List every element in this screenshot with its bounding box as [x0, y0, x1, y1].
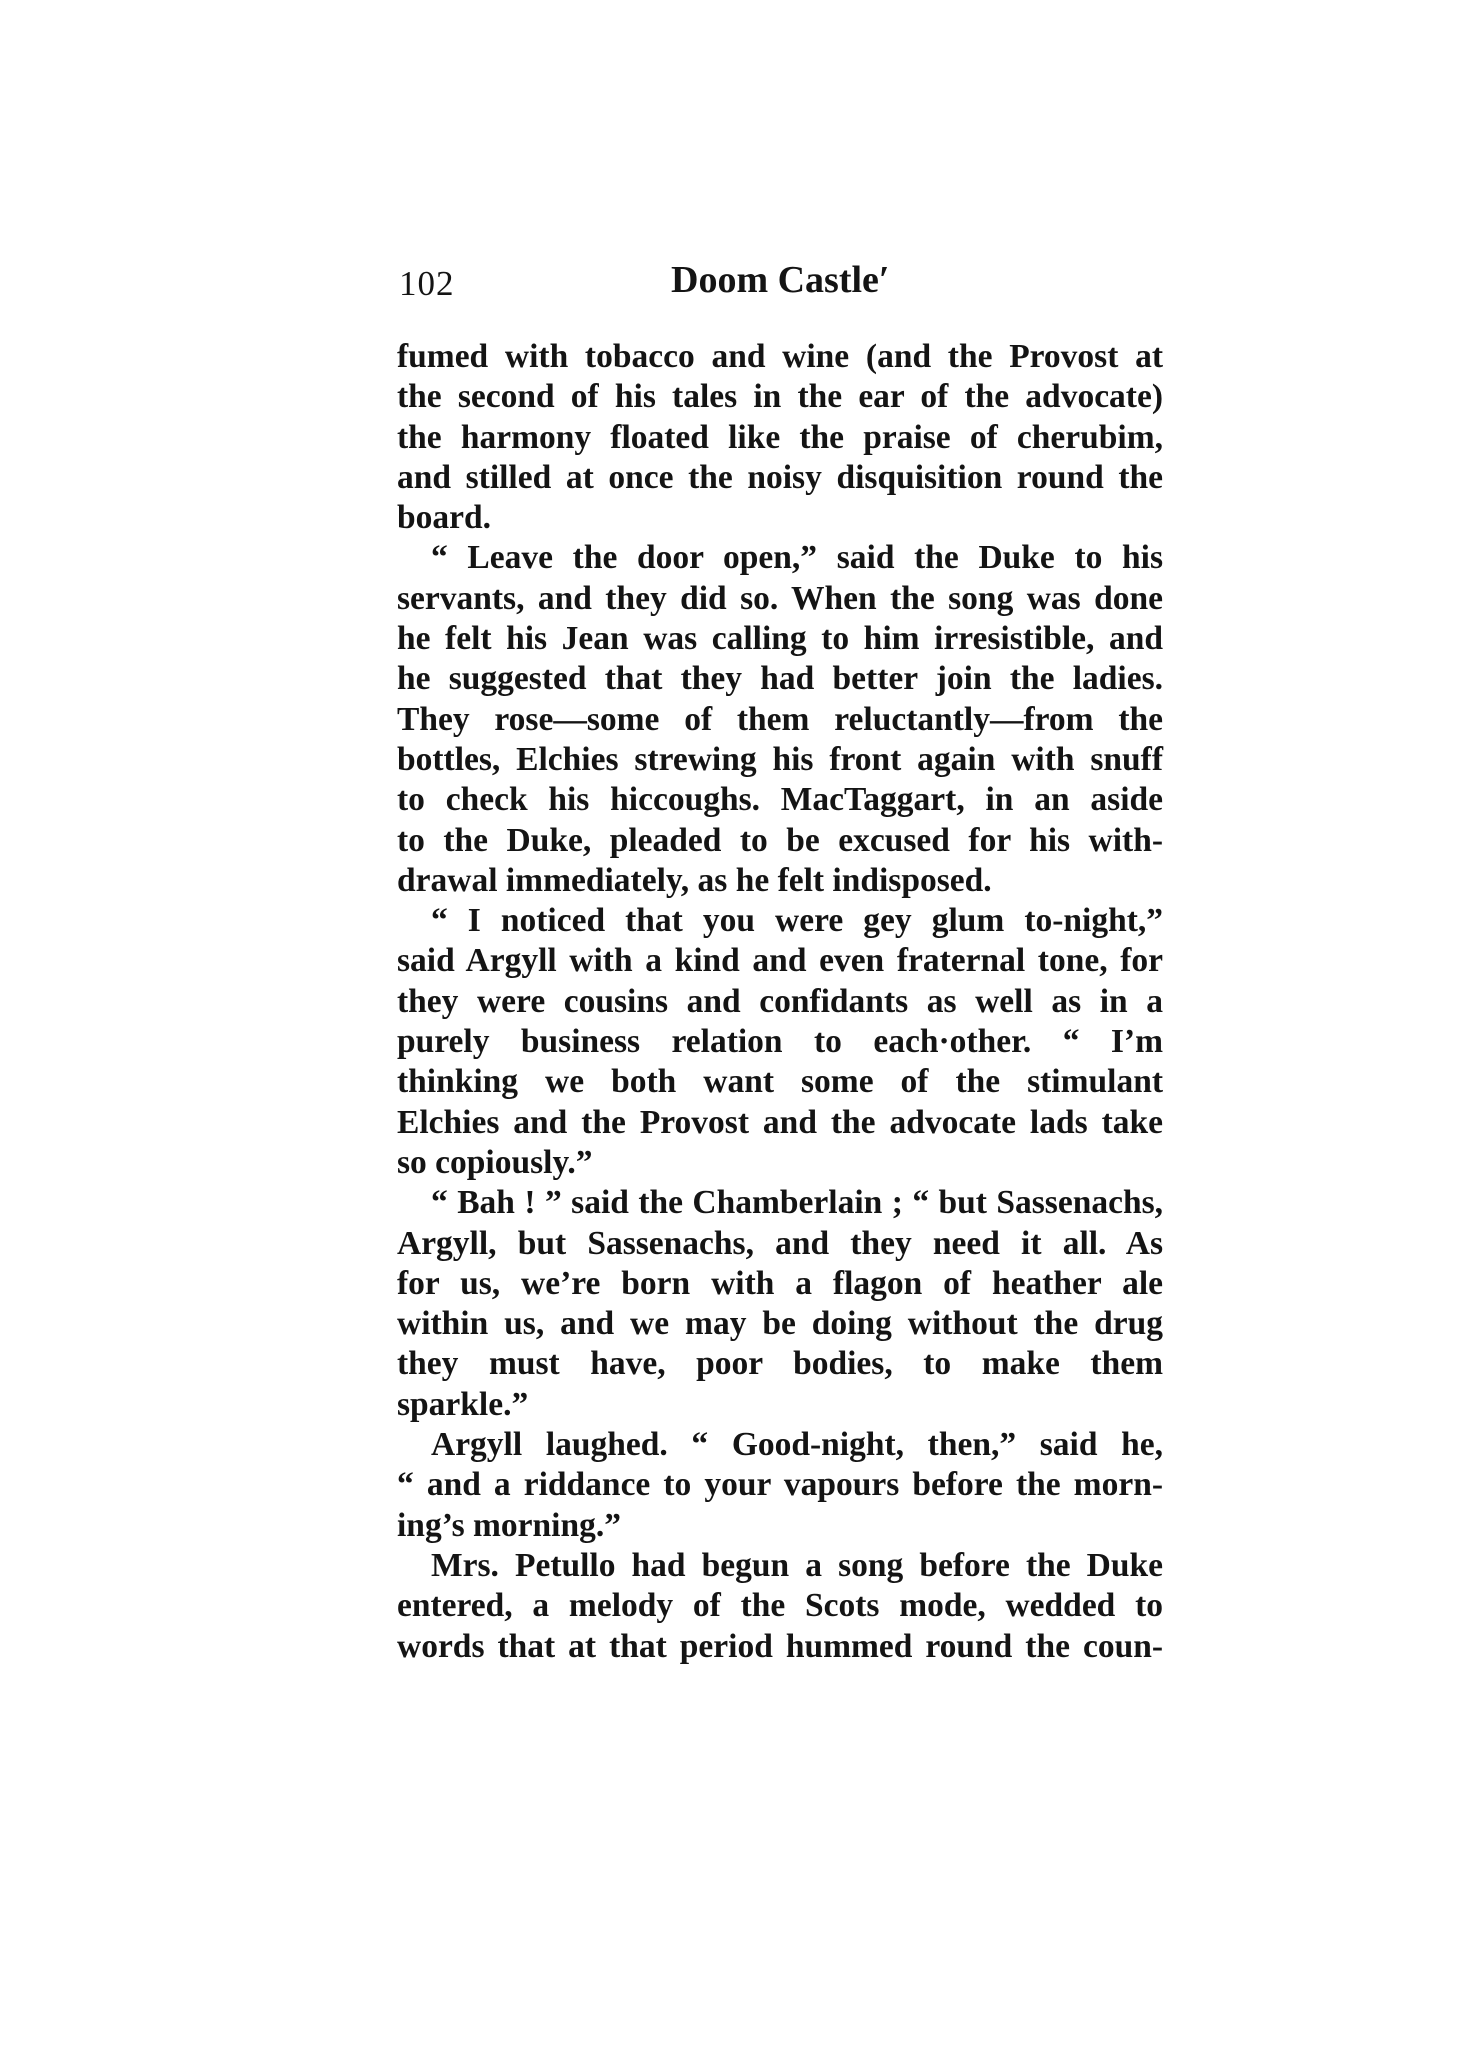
- text-line: he suggested that they had better join the ladies.: [397, 660, 1163, 698]
- text-line: the harmony floated like the praise of cherubim,: [397, 418, 1163, 456]
- text-line: sparkle.”: [397, 1385, 529, 1423]
- text-line: bottles, Elchies strewing his front again with snuff: [397, 740, 1163, 778]
- paragraph: [397, 1183, 1163, 1425]
- paragraph: [397, 901, 1163, 1183]
- paragraph: [397, 1546, 1163, 1667]
- text-line: they must have, poor bodies, to make them: [397, 1345, 1163, 1383]
- text-line: and stilled at once the noisy disquisition round the: [397, 458, 1163, 496]
- text-line: fumed with tobacco and wine (and the Provost at: [397, 338, 1163, 375]
- text-line: they were cousins and confidants as well as in a: [397, 982, 1163, 1020]
- text-line: said Argyll with a kind and even fraternal tone, for: [397, 942, 1163, 980]
- text-line: so copiously.”: [397, 1143, 593, 1181]
- page-header: [399, 258, 1161, 318]
- text-line: thinking we both want some of the stimulant: [397, 1063, 1163, 1101]
- running-title: Doom Castle′: [671, 259, 890, 301]
- text-line: Argyll laughed. “ Good-night, then,” said he,: [431, 1426, 1163, 1464]
- text-line: the second of his tales in the ear of the advocate): [397, 378, 1163, 416]
- text-line: entered, a melody of the Scots mode, wedded to: [397, 1587, 1163, 1625]
- text-line: board.: [397, 499, 492, 537]
- paragraph: [397, 337, 1163, 538]
- text-line: Mrs. Petullo had begun a song before the Duke: [431, 1546, 1163, 1584]
- text-line: servants, and they did so. When the song was done: [397, 579, 1163, 617]
- text-line: “ Bah ! ” said the Chamberlain ; “ but Sassenachs,: [431, 1184, 1163, 1222]
- text-line: to the Duke, pleaded to be excused for his with-: [397, 821, 1163, 859]
- text-line: within us, and we may be doing without the drug: [397, 1305, 1163, 1343]
- text-line: ing’s morning.”: [397, 1506, 621, 1544]
- text-line: words that at that period hummed round the coun-: [397, 1627, 1163, 1665]
- text-line: “ Leave the door open,” said the Duke to his: [431, 539, 1163, 577]
- text-line: he felt his Jean was calling to him irresistible, and: [397, 620, 1163, 658]
- text-line: to check his hiccoughs. MacTaggart, in an aside: [397, 781, 1163, 819]
- text-line: “ I noticed that you were gey glum to-night,”: [431, 902, 1163, 940]
- paragraph: [397, 1425, 1163, 1546]
- body-text: [397, 337, 1163, 1667]
- text-line: for us, we’re born with a flagon of heather ale: [397, 1264, 1163, 1302]
- text-line: “ and a riddance to your vapours before the morn-: [397, 1466, 1163, 1504]
- text-line: purely business relation to each·other. “ I’m: [397, 1023, 1163, 1061]
- text-line: They rose—some of them reluctantly—from the: [397, 700, 1163, 738]
- page-number: 102: [399, 264, 455, 303]
- paragraph: [397, 538, 1163, 901]
- text-line: drawal immediately, as he felt indisposed.: [397, 861, 992, 899]
- text-line: Argyll, but Sassenachs, and they need it all. As: [397, 1224, 1163, 1262]
- text-line: Elchies and the Provost and the advocate lads take: [397, 1103, 1163, 1141]
